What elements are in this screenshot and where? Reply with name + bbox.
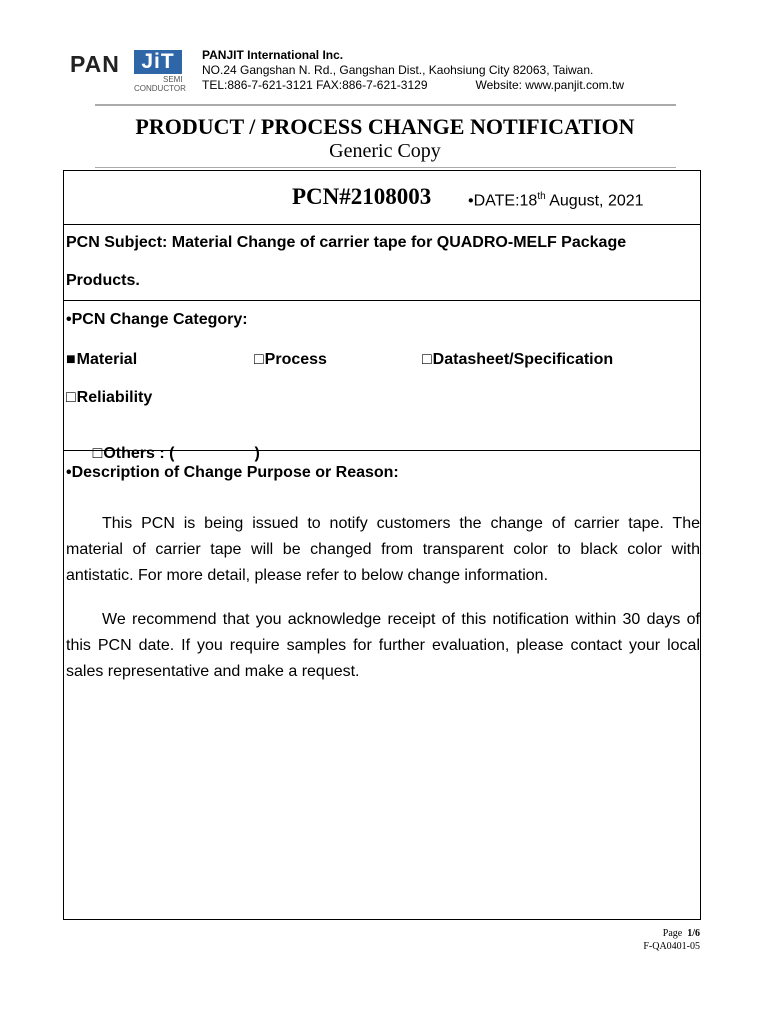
pcn-subject-line1: PCN Subject: Material Change of carrier tape for QUADRO-MELF Package [66,234,627,251]
pcn-subject-line2: Products. [66,272,140,289]
option-material: ■Material [66,351,138,368]
company-website: Website: www.panjit.com.tw [475,78,624,92]
unchecked-box-icon: □ [66,389,76,406]
pcn-subject-section [64,225,700,301]
change-category-section [64,301,700,462]
page-number: Page 1/6 [662,928,700,939]
description-heading: •Description of Change Purpose or Reason: [66,464,399,481]
option-others: □Others : ( ) [92,445,260,462]
logo-pan-text: PAN [70,51,120,77]
unchecked-box-icon: □ [254,351,264,368]
title-divider [95,167,676,168]
logo-conductor-text: CONDUCTOR [134,84,186,93]
checked-box-icon: ■ [66,351,76,368]
form-code: F-QA0401-05 [643,941,700,952]
company-address: NO.24 Gangshan N. Rd., Gangshan Dist., Kaohsiung City 82063, Taiwan. [202,63,594,77]
option-reliability: □Reliability [66,389,153,406]
page-title: PRODUCT / PROCESS CHANGE NOTIFICATION [135,114,635,139]
pcn-header-section [64,171,700,225]
description-paragraph-2: We recommend that you acknowledge receipt of this notification within 30 days of this PCN date. If you require samples for further evaluation, please contact your local sales representative and make a request. [66,611,700,680]
option-datasheet: □Datasheet/Specification [422,351,614,368]
option-process: □Process [254,351,327,368]
company-tel-fax: TEL:886-7-621-3121 FAX:886-7-621-3129 [202,78,428,92]
company-info [202,48,624,93]
pcn-form [63,170,701,920]
category-heading: •PCN Change Category: [66,311,248,328]
page-footer [643,927,700,953]
description-paragraph-1: This PCN is being issued to notify customers the change of carrier tape. The material of carrier tape will be changed from transparent color to black color with antistatic. For more detail, please refer to below change information. [66,515,700,584]
company-name: PANJIT International Inc. [202,48,344,62]
company-contact [202,78,624,93]
unchecked-box-icon: □ [422,351,432,368]
pcn-number: PCN#2108003 [292,184,432,209]
page-subtitle: Generic Copy [329,140,441,162]
header-divider [95,104,676,106]
pcn-date: •DATE:18th August, 2021 [468,191,644,210]
logo-jit-text: JiT [134,50,182,74]
panjit-logo [70,44,188,94]
unchecked-box-icon: □ [92,445,103,462]
logo-semi-text: SEMI [163,75,183,84]
